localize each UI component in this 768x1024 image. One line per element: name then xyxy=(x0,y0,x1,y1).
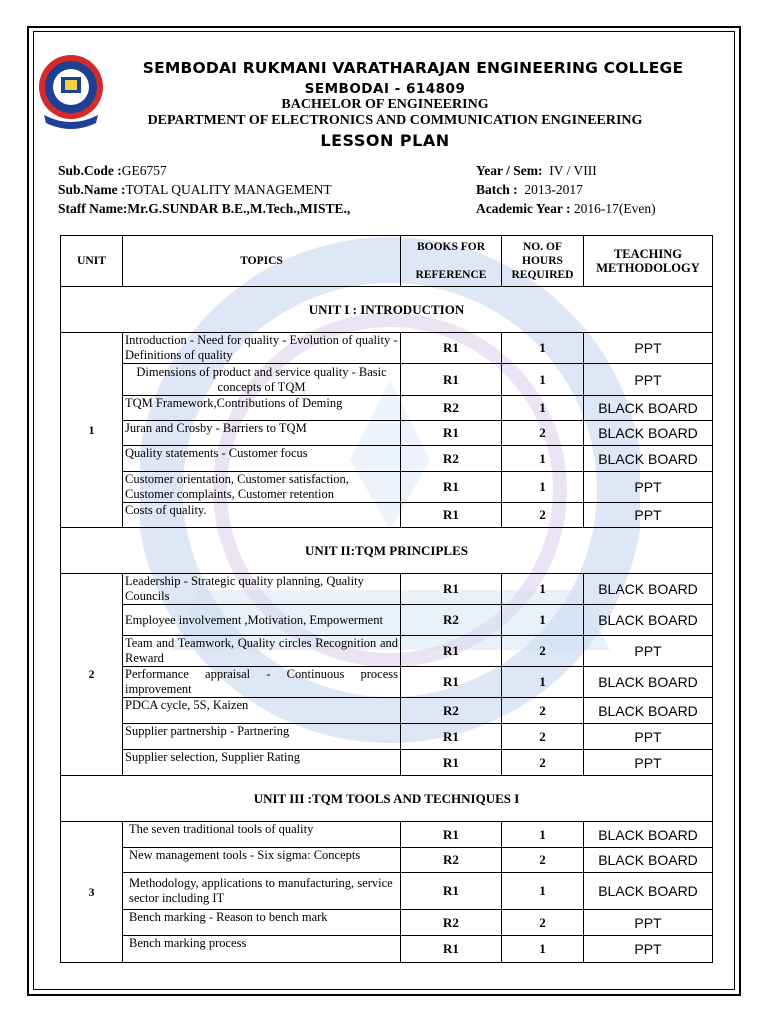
teaching-methodology: PPT xyxy=(584,724,713,750)
year-sem-value: IV / VIII xyxy=(549,163,597,178)
teaching-methodology: PPT xyxy=(584,636,713,667)
unit-title: UNIT I : INTRODUCTION xyxy=(61,287,713,333)
hours-required: 1 xyxy=(502,446,584,472)
hours-required: 2 xyxy=(502,848,584,873)
teaching-methodology: BLACK BOARD xyxy=(584,822,713,848)
table-row xyxy=(61,333,713,364)
hours-required: 2 xyxy=(502,724,584,750)
table-row xyxy=(61,910,713,936)
table-row xyxy=(61,698,713,724)
header-hours-line1: NO. OF xyxy=(523,241,562,253)
table-row xyxy=(61,605,713,636)
header-books-line1: BOOKS FOR xyxy=(416,241,486,253)
teaching-methodology: BLACK BOARD xyxy=(584,873,713,910)
book-reference: R2 xyxy=(401,446,502,472)
hours-required: 2 xyxy=(502,910,584,936)
hours-required: 1 xyxy=(502,667,584,698)
unit-title: UNIT II:TQM PRINCIPLES xyxy=(61,528,713,574)
teaching-methodology: PPT xyxy=(584,333,713,364)
teaching-methodology: BLACK BOARD xyxy=(584,421,713,446)
table-row xyxy=(61,396,713,421)
hours-required: 2 xyxy=(502,503,584,528)
teaching-methodology: PPT xyxy=(584,503,713,528)
teaching-methodology: PPT xyxy=(584,750,713,776)
book-reference: R1 xyxy=(401,667,502,698)
topic-cell: Customer orientation, Customer satisfaction, Customer complaints, Customer retention xyxy=(123,472,401,503)
hours-required: 1 xyxy=(502,364,584,396)
batch-label: Batch : xyxy=(476,182,518,197)
header-books xyxy=(401,236,502,287)
hours-required: 1 xyxy=(502,822,584,848)
topic-cell: Bench marking - Reason to bench mark xyxy=(123,910,401,936)
teaching-methodology: PPT xyxy=(584,364,713,396)
hours-required: 1 xyxy=(502,333,584,364)
table-row xyxy=(61,724,713,750)
teaching-methodology: PPT xyxy=(584,472,713,503)
header-methodology-line1: TEACHING xyxy=(613,247,683,261)
teaching-methodology: BLACK BOARD xyxy=(584,848,713,873)
hours-required: 1 xyxy=(502,605,584,636)
header-methodology xyxy=(584,236,713,287)
unit-heading-row xyxy=(61,287,713,333)
unit-title: UNIT III :TQM TOOLS AND TECHNIQUES I xyxy=(61,776,713,822)
hours-required: 1 xyxy=(502,936,584,963)
subject-name-label: Sub.Name : xyxy=(58,182,126,197)
teaching-methodology: BLACK BOARD xyxy=(584,446,713,472)
table-row xyxy=(61,574,713,605)
table-row xyxy=(61,421,713,446)
unit-heading-row xyxy=(61,528,713,574)
topic-cell: PDCA cycle, 5S, Kaizen xyxy=(123,698,401,724)
unit-number: 1 xyxy=(61,333,123,528)
table-row xyxy=(61,667,713,698)
header-hours-line2: HOURS xyxy=(522,255,563,267)
book-reference: R2 xyxy=(401,848,502,873)
table-row xyxy=(61,364,713,396)
topic-cell: Dimensions of product and service quality - Basic concepts of TQM xyxy=(123,364,401,396)
table-row xyxy=(61,822,713,848)
book-reference: R1 xyxy=(401,503,502,528)
topic-cell: Quality statements - Customer focus xyxy=(123,446,401,472)
book-reference: R1 xyxy=(401,364,502,396)
topic-cell: Supplier selection, Supplier Rating xyxy=(123,750,401,776)
topic-cell: Team and Teamwork, Quality circles Recognition and Reward xyxy=(123,636,401,667)
teaching-methodology: PPT xyxy=(584,936,713,963)
header-books-line2: REFERENCE xyxy=(415,269,487,281)
book-reference: R2 xyxy=(401,698,502,724)
teaching-methodology: BLACK BOARD xyxy=(584,396,713,421)
topic-cell: Employee involvement ,Motivation, Empowerment xyxy=(123,605,401,636)
teaching-methodology: BLACK BOARD xyxy=(584,698,713,724)
batch-line xyxy=(476,182,583,198)
staff-name: Staff Name:Mr.G.SUNDAR B.E.,M.Tech.,MISTE., xyxy=(58,201,351,216)
subject-code-value: GE6757 xyxy=(121,163,167,178)
degree-title: BACHELOR OF ENGINEERING xyxy=(281,97,489,112)
book-reference: R1 xyxy=(401,873,502,910)
book-reference: R1 xyxy=(401,724,502,750)
teaching-methodology: BLACK BOARD xyxy=(584,574,713,605)
book-reference: R1 xyxy=(401,636,502,667)
book-reference: R2 xyxy=(401,910,502,936)
header-methodology-line2: METHODOLOGY xyxy=(596,261,700,275)
header-unit: UNIT xyxy=(61,236,123,287)
topic-cell: TQM Framework,Contributions of Deming xyxy=(123,396,401,421)
book-reference: R2 xyxy=(401,396,502,421)
topic-cell: Performance appraisal - Continuous process improvement xyxy=(123,667,401,698)
header-hours xyxy=(502,236,584,287)
topic-cell: The seven traditional tools of quality xyxy=(123,822,401,848)
book-reference: R1 xyxy=(401,333,502,364)
hours-required: 1 xyxy=(502,396,584,421)
hours-required: 2 xyxy=(502,636,584,667)
hours-required: 2 xyxy=(502,698,584,724)
book-reference: R1 xyxy=(401,936,502,963)
unit-number: 3 xyxy=(61,822,123,963)
table-header-row xyxy=(61,236,713,287)
college-name: SEMBODAI RUKMANI VARATHARAJAN ENGINEERING COLLEGE xyxy=(142,59,684,77)
lesson-plan-table xyxy=(60,235,713,963)
college-logo xyxy=(36,49,106,131)
table-row xyxy=(61,636,713,667)
header-hours-line3: REQUIRED xyxy=(511,269,574,281)
subject-code-line xyxy=(58,163,167,179)
book-reference: R2 xyxy=(401,605,502,636)
hours-required: 1 xyxy=(502,472,584,503)
year-sem-line xyxy=(476,163,597,179)
book-reference: R1 xyxy=(401,574,502,605)
header-topics: TOPICS xyxy=(123,236,401,287)
teaching-methodology: BLACK BOARD xyxy=(584,667,713,698)
document-title: LESSON PLAN xyxy=(320,131,450,150)
academic-year-label: Academic Year : xyxy=(476,201,571,216)
table-row xyxy=(61,503,713,528)
topic-cell: Costs of quality. xyxy=(123,503,401,528)
table-row xyxy=(61,936,713,963)
hours-required: 1 xyxy=(502,574,584,605)
topic-cell: Bench marking process xyxy=(123,936,401,963)
hours-required: 2 xyxy=(502,750,584,776)
table-row xyxy=(61,848,713,873)
table-row xyxy=(61,873,713,910)
unit-heading-row xyxy=(61,776,713,822)
topic-cell: New management tools - Six sigma: Concepts xyxy=(123,848,401,873)
subject-name-line xyxy=(58,182,332,198)
teaching-methodology: PPT xyxy=(584,910,713,936)
book-reference: R1 xyxy=(401,822,502,848)
book-reference: R1 xyxy=(401,421,502,446)
topic-cell: Supplier partnership - Partnering xyxy=(123,724,401,750)
batch-value: 2013-2017 xyxy=(524,182,583,197)
year-sem-label: Year / Sem: xyxy=(476,163,543,178)
topic-cell: Juran and Crosby - Barriers to TQM xyxy=(123,421,401,446)
topic-cell: Methodology, applications to manufacturing, service sector including IT xyxy=(123,873,401,910)
hours-required: 1 xyxy=(502,873,584,910)
book-reference: R1 xyxy=(401,750,502,776)
table-row xyxy=(61,472,713,503)
topic-cell: Introduction - Need for quality - Evolution of quality - Definitions of quality xyxy=(123,333,401,364)
table-row xyxy=(61,750,713,776)
college-location: SEMBODAI - 614809 xyxy=(304,81,466,97)
teaching-methodology: BLACK BOARD xyxy=(584,605,713,636)
topic-cell: Leadership - Strategic quality planning, Quality Councils xyxy=(123,574,401,605)
unit-number: 2 xyxy=(61,574,123,776)
book-reference: R1 xyxy=(401,472,502,503)
hours-required: 2 xyxy=(502,421,584,446)
subject-code-label: Sub.Code : xyxy=(58,163,122,178)
subject-name-value: TOTAL QUALITY MANAGEMENT xyxy=(125,182,332,197)
department-title: DEPARTMENT OF ELECTRONICS AND COMMUNICATION ENGINEERING xyxy=(147,113,643,128)
table-row xyxy=(61,446,713,472)
staff-name-line xyxy=(58,201,350,217)
academic-year-value: 2016-17(Even) xyxy=(573,201,656,216)
academic-year-line xyxy=(476,201,656,217)
